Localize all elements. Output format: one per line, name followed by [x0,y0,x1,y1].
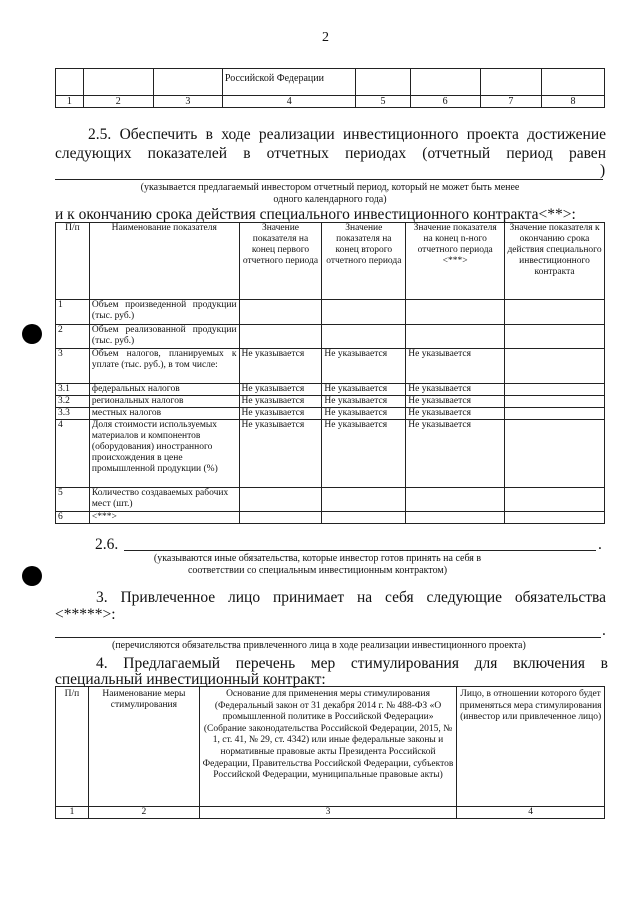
header-cell: Значение показателя на конец n-ного отчетного периода <***> [406,223,505,300]
column-number: 8 [541,96,604,108]
table-row: 4 Доля стоимости используемых материалов и компонентов (оборудования) иностранного происхождения в цене промышленной продукции (%) Не указывается Не указывается Не указывается [56,420,605,488]
blank-line [124,550,596,551]
header-cell: Значение показателя к окончанию срока действия специального инвестиционного контракта [505,223,605,300]
table-row: 5 Количество создаваемых рабочих мест (шт.) [56,488,605,512]
table-row: 3.1 федеральных налогов Не указывается Не указывается Не указывается [56,384,605,396]
header-cell: П/п [56,687,89,807]
table-row: 2 Объем реализованной продукции (тыс. руб.) [56,325,605,349]
column-number: 2 [88,807,199,819]
table-row: 3 Объем налогов, планируемых к уплате (тыс. руб.), в том числе: Не указывается Не указывается Не указывается [56,349,605,384]
section-3-end: . [602,622,606,639]
header-cell: Лицо, в отношении которого будет применяться мера стимулирования (инвестор или привлеченное лицо) [457,687,605,807]
indicators-table [55,222,605,524]
column-number: 4 [222,96,356,108]
punch-hole-top [22,324,42,344]
closing-paren: ) [600,162,606,179]
table-row: 3.2 региональных налогов Не указывается Не указывается Не указывается [56,396,605,408]
blank-line [55,179,603,180]
column-number: 5 [356,96,410,108]
section-3-line-1: 3. Привлеченное лицо принимает на себя следующие обязательства [96,589,606,606]
column-number: 2 [83,96,153,108]
header-cell: Наименование показателя [89,223,239,300]
section-2-5-line-3: и к окончанию срока действия специального инвестиционного контракта<**>: [55,206,576,223]
section-2-5-line-2: следующих показателей в отчетных периодах (отчетный период равен [55,145,606,162]
table-cell: Российской Федерации [222,69,356,96]
top-table-fragment [55,68,605,108]
section-3-line-2: <*****>: [55,606,116,623]
section-4-line-2: специальный инвестиционный контракт: [55,671,326,688]
section-2-5-note: (указывается предлагаемый инвестором отчетный период, который не может быть менее одного календарного года) [140,182,520,205]
column-number: 3 [199,807,456,819]
section-2-6-label: 2.6. [95,536,119,553]
column-number: 7 [480,96,541,108]
table-row: 1 Объем произведенной продукции (тыс. руб.) [56,300,605,325]
header-cell: П/п [56,223,90,300]
column-number: 4 [457,807,605,819]
column-number: 6 [410,96,480,108]
section-2-5-line-1: 2.5. Обеспечить в ходе реализации инвестиционного проекта достижение [88,126,606,143]
column-number: 1 [56,807,89,819]
header-cell: Основание для применения меры стимулирования (Федеральный закон от 31 декабря 2014 г. № 488-ФЗ «О промышленной политике в Российской Федерации» (Собрание законодательства Российской Федерации, 2015, № 1, ст. 41, № 29, ст. 4342) или иные федеральные законы и нормативные правовые акты Президента Российской Федерации, Правительства Российской Федерации, субъектов Российской Федерации, муниципальные правовые акты) [199,687,456,807]
blank-line [55,637,601,638]
header-cell: Наименование меры стимулирования [88,687,199,807]
column-number: 3 [153,96,222,108]
section-4-line-1: 4. Предлагаемый перечень мер стимулирования для включения в [96,655,608,672]
header-cell: Значение показателя на конец второго отчетного периода [322,223,406,300]
section-2-6-note: (указываются иные обязательства, которые инвестор готов принять на себя в соответствии со специальным инвестиционным контрактом) [153,553,482,576]
section-2-6-end: . [598,536,602,553]
table-row: 3.3 местных налогов Не указывается Не указывается Не указывается [56,408,605,420]
column-number: 1 [56,96,84,108]
section-3-note: (перечисляются обязательства привлеченного лица в ходе реализации инвестиционного проекта) [112,640,526,651]
measures-table [55,686,605,819]
punch-hole-bottom [22,566,42,586]
table-row: 6 <***> [56,512,605,524]
header-cell: Значение показателя на конец первого отчетного периода [239,223,322,300]
page-number: 2 [322,30,329,45]
